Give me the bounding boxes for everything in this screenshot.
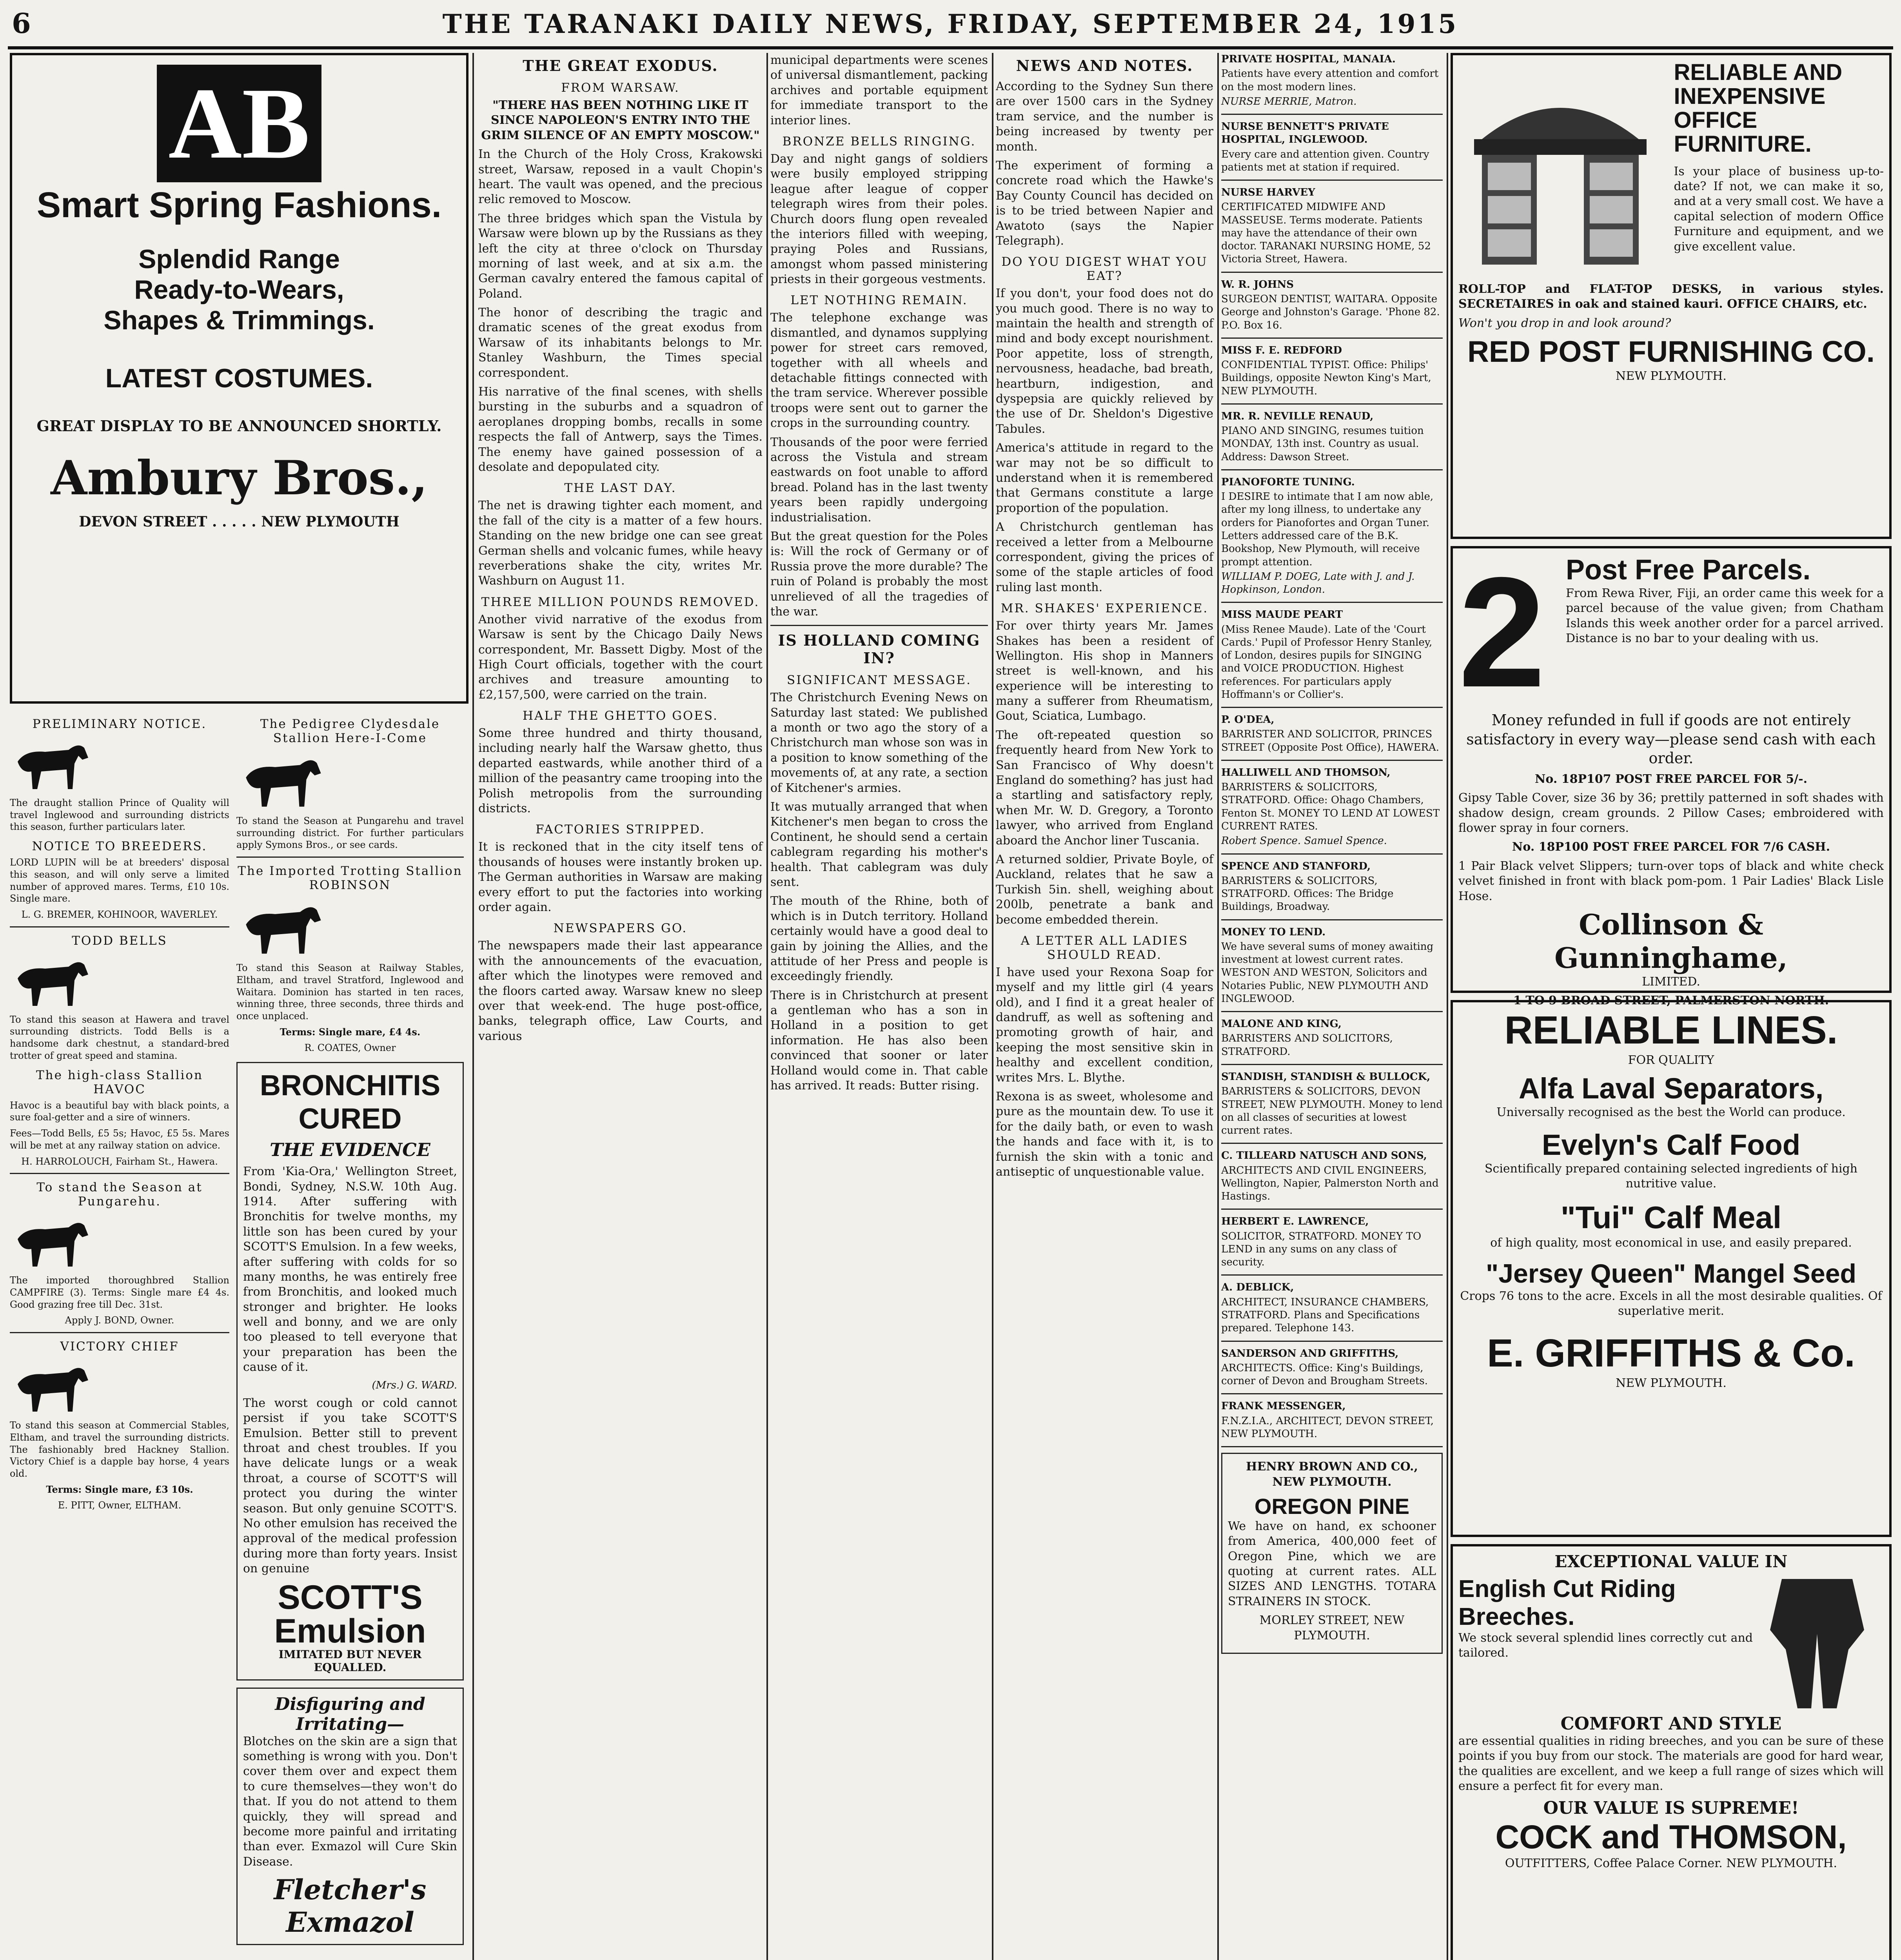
breeches-supreme: OUR VALUE IS SUPREME! bbox=[1543, 1798, 1799, 1818]
owner-line: E. PITT, Owner, ELTHAM. bbox=[58, 1500, 182, 1511]
robinson-notice: To stand this Season at Railway Stables, Eltham, and travel Stratford, Inglewood and Waitara. Dominion has started in ten races, winning three, three seconds, three thirds and once unplaced. bbox=[236, 962, 464, 1022]
testimony-text: From 'Kia-Ora,' Wellington Street, Bondi, Sydney, N.S.W. 10th Aug. 1914. After suffering with Bronchitis for twelve months, my little son has been cured by your SCOTT'S Emulsion. In a few weeks, after suffering with colds for so many months, he was entirely free from Bronchitis, and looked much stronger and brighter. He looks well and bonny, and we are only too pleased to tell everyone that your preparation has been the cause of it. bbox=[243, 1165, 457, 1374]
article-subheading: DO YOU DIGEST WHAT YOU EAT? bbox=[1001, 255, 1208, 283]
article-paragraph: But the great question for the Poles is: Will the rock of Germany or of Russia prove the more durable? The ruin of Poland is probably the most unrelieved of all the tragedies of the war. bbox=[770, 529, 988, 619]
article-subheading: SIGNIFICANT MESSAGE. bbox=[786, 673, 972, 688]
tui-calf-meal: "Tui" Calf Meal bbox=[1560, 1200, 1782, 1235]
horse-illustration bbox=[10, 1212, 96, 1274]
scotts-tagline: IMITATED BUT NEVER EQUALLED. bbox=[278, 1648, 422, 1674]
article-subheading: BRONZE BELLS RINGING. bbox=[782, 134, 976, 149]
griffiths-town: NEW PLYMOUTH. bbox=[1616, 1376, 1727, 1390]
office-furniture-invite: Won't you drop in and look around? bbox=[1458, 316, 1671, 330]
article-paragraph: Another vivid narrative of the exodus from Warsaw is sent by the Chicago Daily News correspondent, Mr. Bassett Digby. Most of the High Court officials, together with the court archives and treasure amounting to £2,157,500, were carried on the train. bbox=[478, 612, 763, 702]
jersey-queen: "Jersey Queen" Mangel Seed bbox=[1485, 1258, 1857, 1289]
red-post-town: NEW PLYMOUTH. bbox=[1616, 369, 1727, 383]
horse-illustration bbox=[10, 734, 96, 797]
article-subheading: FACTORIES STRIPPED. bbox=[536, 822, 705, 837]
professional-card: C. TILLEARD NATUSCH AND SONS, ARCHITECTS AND CIVIL ENGINEERS, Wellington, Napier, Palmerston North and Hastings. bbox=[1221, 1149, 1443, 1210]
parcels-title: Post Free Parcels. bbox=[1566, 554, 1811, 586]
masthead bbox=[8, 3, 1893, 49]
parcels-number: 2 bbox=[1458, 544, 1546, 720]
article-paragraph: The newspapers made their last appearance with the announcements of the evacuation, after which the linotypes were removed and the floors carted away. Warsaw knew no sleep over that week-end. The huge post-office, banks, telegraph office, Law Courts, and various bbox=[478, 939, 763, 1043]
notice-heading: TODD BELLS bbox=[72, 933, 167, 948]
article-paragraph: His narrative of the final scenes, with shells bursting in the suburbs and a squadron of aeroplanes dropping bombs, recalls in some respects the fall of Antwerp, says the Times. The enemy have gained possession of a desolate and depopulated city. bbox=[478, 385, 763, 474]
tui-calf-meal-sub: of high quality, most economical in use, and easily prepared. bbox=[1490, 1236, 1852, 1250]
oregon-firm: HENRY BROWN AND CO., NEW PLYMOUTH. bbox=[1246, 1460, 1418, 1489]
griffiths-firm: E. GRIFFITHS & Co. bbox=[1487, 1331, 1855, 1375]
article-subheading: FROM WARSAW. bbox=[561, 81, 680, 95]
havoc-notice: Havoc is a beautiful bay with black points, a sure foal-getter and a sire of winners. bbox=[10, 1100, 229, 1123]
article-paragraph: The experiment of forming a concrete road which the Hawke's Bay County Council has decided on is to be tried between Napier and Awatoto (says the Napier Telegraph). bbox=[996, 158, 1213, 248]
article-paragraph: The three bridges which span the Vistula by Warsaw were blown up by the Russians as they left the city at three o'clock on Thursday morning of last week, and at six a.m. the German cavalry entered the famous capital of Poland. bbox=[478, 211, 763, 301]
parcel-number: No. 18P107 POST FREE PARCEL FOR 5/-. bbox=[1534, 772, 1808, 786]
article-paragraph: For over thirty years Mr. James Shakes has been a resident of Wellington. His shop in Manners street is well-known, and his experience will be interesting to many a sufferer from Rheumatism, Gout, Sciatica, Lumbago. bbox=[996, 619, 1213, 723]
calf-food: Evelyn's Calf Food bbox=[1541, 1128, 1801, 1161]
roll-top-desk-illustration bbox=[1458, 61, 1662, 280]
ambury-costumes: LATEST COSTUMES. bbox=[105, 363, 373, 393]
collinson-limited: LIMITED. bbox=[1642, 975, 1700, 989]
collinson-address: 1 TO 9 BROAD STREET, PALMERSTON NORTH. bbox=[1513, 994, 1829, 1008]
horse-illustration bbox=[10, 951, 96, 1014]
notice-heading: The Pedigree Clydesdale Stallion Here-I-Come bbox=[260, 717, 440, 745]
ambury-line: Splendid Range bbox=[138, 244, 340, 274]
cock-thomson-address: OUTFITTERS, Coffee Palace Corner. NEW PLYMOUTH. bbox=[1505, 1856, 1837, 1870]
exmazol-heading: Disfiguring and Irritating— bbox=[275, 1694, 425, 1734]
professional-card: PIANOFORTE TUNING. I DESIRE to intimate that I am now able, after my long illness, to undertake any orders for Pianofortes and Organ Tuner. Letters addressed care of the B.K. Bookshop, New Plymouth, will receive prompt attention. WILLIAM P. DOEG, Late with J. and J. Hopkinson, London. bbox=[1221, 476, 1443, 603]
parcel-description: Gipsy Table Cover, size 36 by 36; prettily patterned in soft shades with shadow design, cream grounds. 2 Pillow Cases; embroidered with flower spray in four corners. bbox=[1458, 791, 1884, 835]
article-paragraph: America's attitude in regard to the war may not be so difficult to understand when it is remembered that Germans constitute a large proportion of the population. bbox=[996, 441, 1213, 515]
professional-card: W. R. JOHNS SURGEON DENTIST, WAITARA. Opposite George and Johnston's Garage. 'Phone 82. P.O. Box 16. bbox=[1221, 278, 1443, 339]
professional-card: STANDISH, STANDISH & BULLOCK, BARRISTERS & SOLICITORS, DEVON STREET, NEW PLYMOUTH. Money to lend on all classes of securities at lowest current rates. bbox=[1221, 1071, 1443, 1144]
professional-card: SANDERSON AND GRIFFITHS, ARCHITECTS. Office: King's Buildings, corner of Devon and Brougham Streets. bbox=[1221, 1347, 1443, 1395]
article-lead: "THERE HAS BEEN NOTHING LIKE IT SINCE NAPOLEON'S ENTRY INTO THE GRIM SILENCE OF AN EMPTY MOSCOW." bbox=[481, 98, 760, 142]
article-paragraph: It is reckoned that in the city itself tens of thousands of houses were instantly broken up. The German authorities in Warsaw are making every effort to put the factories into working order again. bbox=[478, 840, 763, 914]
terms-line: Terms: Single mare, £4 4s. bbox=[280, 1026, 421, 1038]
post-free-parcels-advert bbox=[1451, 544, 1892, 1008]
ambury-line: Ready-to-Wears, bbox=[134, 274, 344, 305]
article-paragraph: The oft-repeated question so frequently heard from New York to San Francisco of Why doesn't England do something? has just had a startling and satisfactory reply, when Mr. W. D. Gregory, a Toronto lawyer, who arrived from England aboard the Anchor liner Tuscania. bbox=[996, 728, 1213, 848]
oregon-pine-advert bbox=[1221, 1453, 1443, 1654]
persist-text: The worst cough or cold cannot persist if you take SCOTT'S Emulsion. Better still to prevent throat and chest troubles. If you have delicate lungs or a weak throat, a course of SCOTT'S will protect you during the winter season. But only genuine SCOTT'S. No other emulsion has received the approval of the medical profession during more than forty years. Insist on genuine bbox=[243, 1396, 457, 1576]
calf-food-sub: Scientifically prepared containing selected ingredients of high nutritive value. bbox=[1484, 1161, 1858, 1191]
article-paragraph: In the Church of the Holy Cross, Krakowski street, Warsaw, reposed in a vault Chopin's heart. The vault was opened, and the precious relic removed to Moscow. bbox=[478, 147, 763, 207]
notice-heading: PRELIMINARY NOTICE. bbox=[32, 717, 207, 731]
ambury-line: Shapes & Trimmings. bbox=[103, 305, 375, 335]
article-subheading: MR. SHAKES' EXPERIENCE. bbox=[1000, 601, 1209, 616]
breeches-title: EXCEPTIONAL VALUE IN bbox=[1554, 1552, 1788, 1571]
lord-lupin-notice: LORD LUPIN will be at breeders' disposal this season, and will only serve a limited number of approved mares. Terms, £10 10s. Single mare. bbox=[10, 857, 229, 904]
breeches-product: English Cut Riding Breeches. bbox=[1458, 1575, 1676, 1630]
griffiths-advert bbox=[1451, 1000, 1892, 1537]
campfire-notice: The imported thoroughbred Stallion CAMPFIRE (3). Terms: Single mare £4 4s. Good grazing free till Dec. 31st. bbox=[10, 1275, 229, 1310]
fees-notice: Fees—Todd Bells, £5 5s; Havoc, £5 5s. Mares will be met at any railway station on advice. bbox=[10, 1128, 229, 1151]
article-subheading: HALF THE GHETTO GOES. bbox=[523, 709, 718, 723]
riding-breeches-advert bbox=[1451, 1544, 1892, 1960]
article-paragraph: There is in Christchurch at present a gentleman who has a son in Holland in a position to get information. He has also been convinced that sooner or later Holland would come in. That cable has arrived. It reads: Butter rising. bbox=[770, 988, 988, 1093]
article-paragraph: If you don't, your food does not do you much good. There is no way to maintain the health and strength of mind and body except nourishment. Poor appetite, loss of strength, nervousness, headache, bad breath, heartburn, indigestion, and dyspepsia are quickly relieved by the use of Dr. Sheldon's Digestive Tabules. bbox=[996, 287, 1213, 436]
exmazol-brand: Fletcher's Exmazol bbox=[274, 1873, 427, 1939]
column-advertisements-right bbox=[1451, 53, 1892, 1960]
ambury-address: DEVON STREET . . . . . NEW PLYMOUTH bbox=[79, 513, 399, 530]
office-furniture-body: Is your place of business up-to-date? If not, we can make it so, and at a very small cost. We have a capital selection of modern Office Furniture and equipment, and we give excellent value. bbox=[1674, 164, 1884, 254]
article-subheading: NEWSPAPERS GO. bbox=[553, 921, 688, 936]
professional-card: A. DEBLICK, ARCHITECT, INSURANCE CHAMBERS, STRATFORD. Plans and Specifications prepared. Telephone 143. bbox=[1221, 1281, 1443, 1341]
professional-card: NURSE HARVEY CERTIFICATED MIDWIFE AND MASSEUSE. Terms moderate. Patients may have the attendance of their own doctor. TARANAKI NURSING HOME, 52 Victoria Street, Hawera. bbox=[1221, 186, 1443, 273]
article-paragraph: Day and night gangs of soldiers were busily employed stripping league after league of copper telegraph wires from their poles. Church doors flung open revealed the interiors filled with weeping, praying Poles and Russians, amongst whom passed ministering priests in their gorgeous vestments. bbox=[770, 152, 988, 287]
breeches-illustration bbox=[1758, 1571, 1876, 1712]
here-i-come-notice: To stand the Season at Pungarehu and travel surrounding district. For further particulars apply Symons Bros., or see cards. bbox=[236, 815, 464, 851]
page-number: 6 bbox=[12, 7, 31, 40]
testimony-signature: (Mrs.) G. WARD. bbox=[372, 1379, 457, 1391]
jersey-queen-sub: Crops 76 tons to the acre. Excels in all the most desirable qualities. Of superlative merit. bbox=[1460, 1289, 1882, 1318]
horse-illustration bbox=[236, 895, 330, 962]
article-title: THE GREAT EXODUS. bbox=[523, 57, 718, 74]
notice-heading: VICTORY CHIEF bbox=[60, 1339, 179, 1354]
article-paragraph: The telephone exchange was dismantled, and dynamos supplying power for street cars removed, together with all wheels and detachable fittings connected with the tram service. Wherever possible troops were sent out to garner the crops in the surrounding country. bbox=[770, 311, 988, 430]
bronchitis-heading: BRONCHITIS CURED bbox=[260, 1069, 441, 1135]
exmazol-advert bbox=[236, 1688, 464, 1945]
article-paragraph: The Christchurch Evening News on Saturday last stated: We published a month or two ago the story of a Christchurch man whose son was in a position to know something of the movements of, at any rate, a section of Kitchener's armies. bbox=[770, 691, 988, 795]
prince-notice: The draught stallion Prince of Quality will travel Inglewood and surrounding districts this season, further particulars later. bbox=[10, 797, 229, 833]
for-quality: FOR QUALITY bbox=[1628, 1053, 1714, 1067]
article-paragraph: Thousands of the poor were ferried across the Vistula and stream eastwards on foot unable to afford bread. Poland has in the last twenty years been rapidly undergoing industrialisation. bbox=[770, 435, 988, 524]
article-paragraph: The mouth of the Rhine, both of which is in Dutch territory. Holland certainly would have a good deal to gain by joining the Allies, and the attitude of her Press and people is exceedingly friendly. bbox=[770, 894, 988, 984]
column-rule bbox=[766, 53, 768, 1960]
newspaper-title: THE TARANAKI DAILY NEWS, FRIDAY, SEPTEMBER 24, 1915 bbox=[442, 9, 1459, 39]
column-bells-holland bbox=[770, 53, 988, 1960]
column-professional-cards bbox=[1221, 53, 1443, 1960]
article-subheading: A LETTER ALL LADIES SHOULD READ. bbox=[1020, 933, 1189, 962]
horse-illustration bbox=[236, 748, 330, 815]
evidence-heading: THE EVIDENCE bbox=[270, 1139, 430, 1161]
professional-card: NURSE BENNETT'S PRIVATE HOSPITAL, INGLEWOOD. Every care and attention given. Country patients met at station if required. bbox=[1221, 120, 1443, 181]
article-paragraph: I have used your Rexona Soap for myself and my little girl (4 years old), and I find it a great healer of dandruff, as well as softening and promoting growth of hair, and keeping the most sensitive skin in healthy and excellent condition, writes Mrs. L. Blythe. bbox=[996, 965, 1213, 1085]
parcel-description: 1 Pair Black velvet Slippers; turn-over tops of black and white check velvet finished in front with black pom-pom. 1 Pair Ladies' Black Lisle Hose. bbox=[1458, 859, 1884, 903]
office-furniture-advert bbox=[1451, 53, 1892, 539]
notice-heading: The high-class Stallion HAVOC bbox=[36, 1068, 203, 1096]
professional-card: PRIVATE HOSPITAL, MANAIA. Patients have every attention and comfort on the most modern lines. NURSE MERRIE, Matron. bbox=[1221, 53, 1443, 115]
article-paragraph: The honor of describing the tragic and dramatic scenes of the great exodus from Warsaw of its inhabitants belongs to Mr. Stanley Washburn, the Times special correspondent. bbox=[478, 306, 763, 380]
article-subheading: THREE MILLION POUNDS REMOVED. bbox=[481, 595, 760, 609]
horse-illustration bbox=[10, 1357, 96, 1419]
professional-card: SPENCE AND STANFORD, BARRISTERS & SOLICITORS, STRATFORD. Offices: The Bridge Buildings, Broadway. bbox=[1221, 860, 1443, 920]
alfa-laval-sub: Universally recognised as the best the World can produce. bbox=[1496, 1105, 1846, 1120]
office-furniture-items: ROLL-TOP and FLAT-TOP DESKS, in various styles. SECRETAIRES in oak and stained kauri. OFFICE CHAIRS, etc. bbox=[1458, 282, 1884, 311]
oregon-address: MORLEY STREET, NEW PLYMOUTH. bbox=[1259, 1613, 1405, 1642]
stallion-and-remedy-notices bbox=[236, 711, 464, 1952]
ambury-firm: Ambury Bros., bbox=[51, 450, 428, 506]
office-furniture-title: RELIABLE AND INEXPENSIVE OFFICE FURNITURE. bbox=[1674, 60, 1843, 157]
owner-line: L. G. BREMER, KOHINOOR, WAVERLEY. bbox=[21, 909, 218, 920]
article-paragraph: Some three hundred and thirty thousand, including nearly half the Warsaw ghetto, thus departed eastwards, while another third of a million of the peasantry came trooping into the Polish metropolis from the surrounding districts. bbox=[478, 726, 763, 816]
article-paragraph: The net is drawing tighter each moment, and the fall of the city is a matter of a few hours. Standing on the new bridge one can see great German shells and volcanic fumes, while heavy reverberations shake the city, writes Mr. Washburn on August 11. bbox=[478, 499, 763, 588]
professional-card: MR. R. NEVILLE RENAUD, PIANO AND SINGING, resumes tuition MONDAY, 13th inst. Country as usual. Address: Dawson Street. bbox=[1221, 410, 1443, 470]
owner-line: H. HARROLOUCH, Fairham St., Hawera. bbox=[21, 1156, 218, 1167]
column-rule bbox=[1447, 53, 1448, 1960]
ambury-advert bbox=[10, 53, 468, 704]
professional-card: MISS MAUDE PEART (Miss Renee Maude). Late of the 'Court Cards.' Pupil of Professor Henry Stanley, of London, desires pupils for SINGING and VOICE PRODUCTION. Highest references. For particulars apply Hoffmann's or Collier's. bbox=[1221, 608, 1443, 708]
breeches-stock: We stock several splendid lines correctly cut and tailored. bbox=[1458, 1631, 1753, 1660]
article-subheading: THE LAST DAY. bbox=[564, 481, 677, 495]
reliable-lines-title: RELIABLE LINES. bbox=[1504, 1008, 1838, 1052]
article-subheading: LET NOTHING REMAIN. bbox=[790, 293, 968, 308]
column-rule bbox=[472, 53, 474, 1960]
exmazol-text: Blotches on the skin are a sign that something is wrong with you. Don't cover them over and expect them to cure themselves—they won't do that. If you do not attend to them quickly, they will spread and become more painful and irritating than ever. Exmazol will Cure Skin Disease. bbox=[243, 1734, 457, 1869]
breeches-comfort: COMFORT AND STYLE bbox=[1560, 1714, 1782, 1734]
column-great-exodus bbox=[478, 53, 763, 1960]
stallion-notices-left bbox=[10, 711, 229, 1952]
professional-card: FRANK MESSENGER, F.N.Z.I.A., ARCHITECT, DEVON STREET, NEW PLYMOUTH. bbox=[1221, 1400, 1443, 1447]
article-title: NEWS AND NOTES. bbox=[1016, 57, 1193, 74]
article-paragraph: A Christchurch gentleman has received a letter from a Melbourne correspondent, giving the prices of some of the staple articles of food ruling last month. bbox=[996, 520, 1213, 594]
red-post-firm: RED POST FURNISHING CO. bbox=[1467, 335, 1875, 369]
collinson-firm: Collinson & Gunninghame, bbox=[1554, 908, 1788, 975]
owner-line: Apply J. BOND, Owner. bbox=[65, 1315, 174, 1326]
owner-line: R. COATES, Owner bbox=[304, 1042, 396, 1054]
cock-thomson-firm: COCK and THOMSON, bbox=[1495, 1818, 1847, 1855]
article-paragraph: It was mutually arranged that when Kitchener's men began to cross the Continent, he should send a certain cablegram regarding his mother's health. That cablegram was duly sent. bbox=[770, 800, 988, 889]
column-advertisements-left bbox=[10, 53, 468, 1960]
article-paragraph: municipal departments were scenes of universal dismantlement, packing archives and portable equipment for immediate transport to the interior lines. bbox=[770, 53, 988, 127]
professional-cards-list bbox=[1221, 53, 1443, 1447]
terms-line: Terms: Single mare, £3 10s. bbox=[46, 1483, 193, 1495]
article-paragraph: A returned soldier, Private Boyle, of Auckland, relates that he saw a Turkish 5in. shell, weighing about 200lb, penetrate a bank and become embedded therein. bbox=[996, 852, 1213, 927]
alfa-laval: Alfa Laval Separators, bbox=[1518, 1072, 1824, 1105]
parcels-body: From Rewa River, Fiji, an order came this week for a parcel because of the value given; from Chatham Islands this week another order for a parcel arrived. Distance is no bar to your dealing with us. bbox=[1566, 586, 1884, 646]
professional-card: P. O'DEA, BARRISTER AND SOLICITOR, PRINCES STREET (Opposite Post Office), HAWERA. bbox=[1221, 713, 1443, 761]
oregon-body: We have on hand, ex schooner from America, 400,000 feet of Oregon Pine, which we are quoting at current rates. ALL SIZES AND LENGTHS. TOTARA STRAINERS IN STOCK. bbox=[1228, 1519, 1436, 1608]
article-title: IS HOLLAND COMING IN? bbox=[778, 632, 980, 667]
scotts-brand: SCOTT'S Emulsion bbox=[274, 1578, 426, 1650]
column-rule bbox=[1217, 53, 1219, 1960]
professional-card: HERBERT E. LAWRENCE, SOLICITOR, STRATFORD. MONEY TO LEND in any sums on any class of security. bbox=[1221, 1215, 1443, 1276]
parcel-number: No. 18P100 POST FREE PARCEL FOR 7/6 CASH. bbox=[1512, 840, 1830, 854]
article-paragraph: Rexona is as sweet, wholesome and pure as the mountain dew. To use it for the daily bath, or even to wash the hands and face with it, is to furnish the skin with a tonic and antiseptic of unquestionable value. bbox=[996, 1090, 1213, 1179]
breeches-body: are essential qualities in riding breeches, and you can be sure of these points if you buy from our stock. The materials are good for hard wear, the qualities are excellent, and we keep a full range of sizes which will ensure a perfect fit for every man. bbox=[1458, 1734, 1884, 1793]
todd-bells-notice: To stand this season at Hawera and travel surrounding districts. Todd Bells is a handsome dark chestnut, a standard-bred trotter of great speed and stamina. bbox=[10, 1014, 229, 1061]
notice-heading: NOTICE TO BREEDERS. bbox=[32, 839, 207, 854]
notice-heading: To stand the Season at Pungarehu. bbox=[36, 1180, 203, 1209]
article-paragraph: According to the Sydney Sun there are over 1500 cars in the Sydney tram service, and the number is being increased by twenty per month. bbox=[996, 80, 1213, 154]
column-rule bbox=[992, 53, 993, 1960]
ambury-display: GREAT DISPLAY TO BE ANNOUNCED SHORTLY. bbox=[36, 417, 442, 435]
professional-card: MONEY TO LEND. We have several sums of money awaiting investment at lowest current rates. WESTON AND WESTON, Solicitors and Notaries Public, NEW PLYMOUTH AND INGLEWOOD. bbox=[1221, 926, 1443, 1013]
ab-logo: AB bbox=[157, 65, 321, 182]
column-news-and-notes bbox=[996, 53, 1213, 1960]
scotts-emulsion-advert bbox=[236, 1062, 464, 1680]
professional-card: MALONE AND KING, BARRISTERS AND SOLICITORS, STRATFORD. bbox=[1221, 1018, 1443, 1065]
victory-chief-notice: To stand this season at Commercial Stables, Eltham, and travel the surrounding districts. The fashionably bred Hackney Stallion. Victory Chief is a dapple bay horse, 4 years old. bbox=[10, 1420, 229, 1479]
professional-card: HALLIWELL AND THOMSON, BARRISTERS & SOLICITORS, STRATFORD. Office: Ohago Chambers, Fenton St. MONEY TO LEND AT LOWEST CURRENT RATES. Robert Spence. Samuel Spence. bbox=[1221, 766, 1443, 855]
oregon-title: OREGON PINE bbox=[1254, 1494, 1410, 1519]
parcels-refund: Money refunded in full if goods are not entirely satisfactory in every way—please send cash with each order. bbox=[1466, 711, 1876, 767]
ambury-heading: Smart Spring Fashions. bbox=[36, 185, 442, 225]
professional-card: MISS F. E. REDFORD CONFIDENTIAL TYPIST. Office: Philips' Buildings, opposite Newton King's Mart, NEW PLYMOUTH. bbox=[1221, 344, 1443, 405]
notice-heading: The Imported Trotting Stallion ROBINSON bbox=[238, 864, 463, 893]
